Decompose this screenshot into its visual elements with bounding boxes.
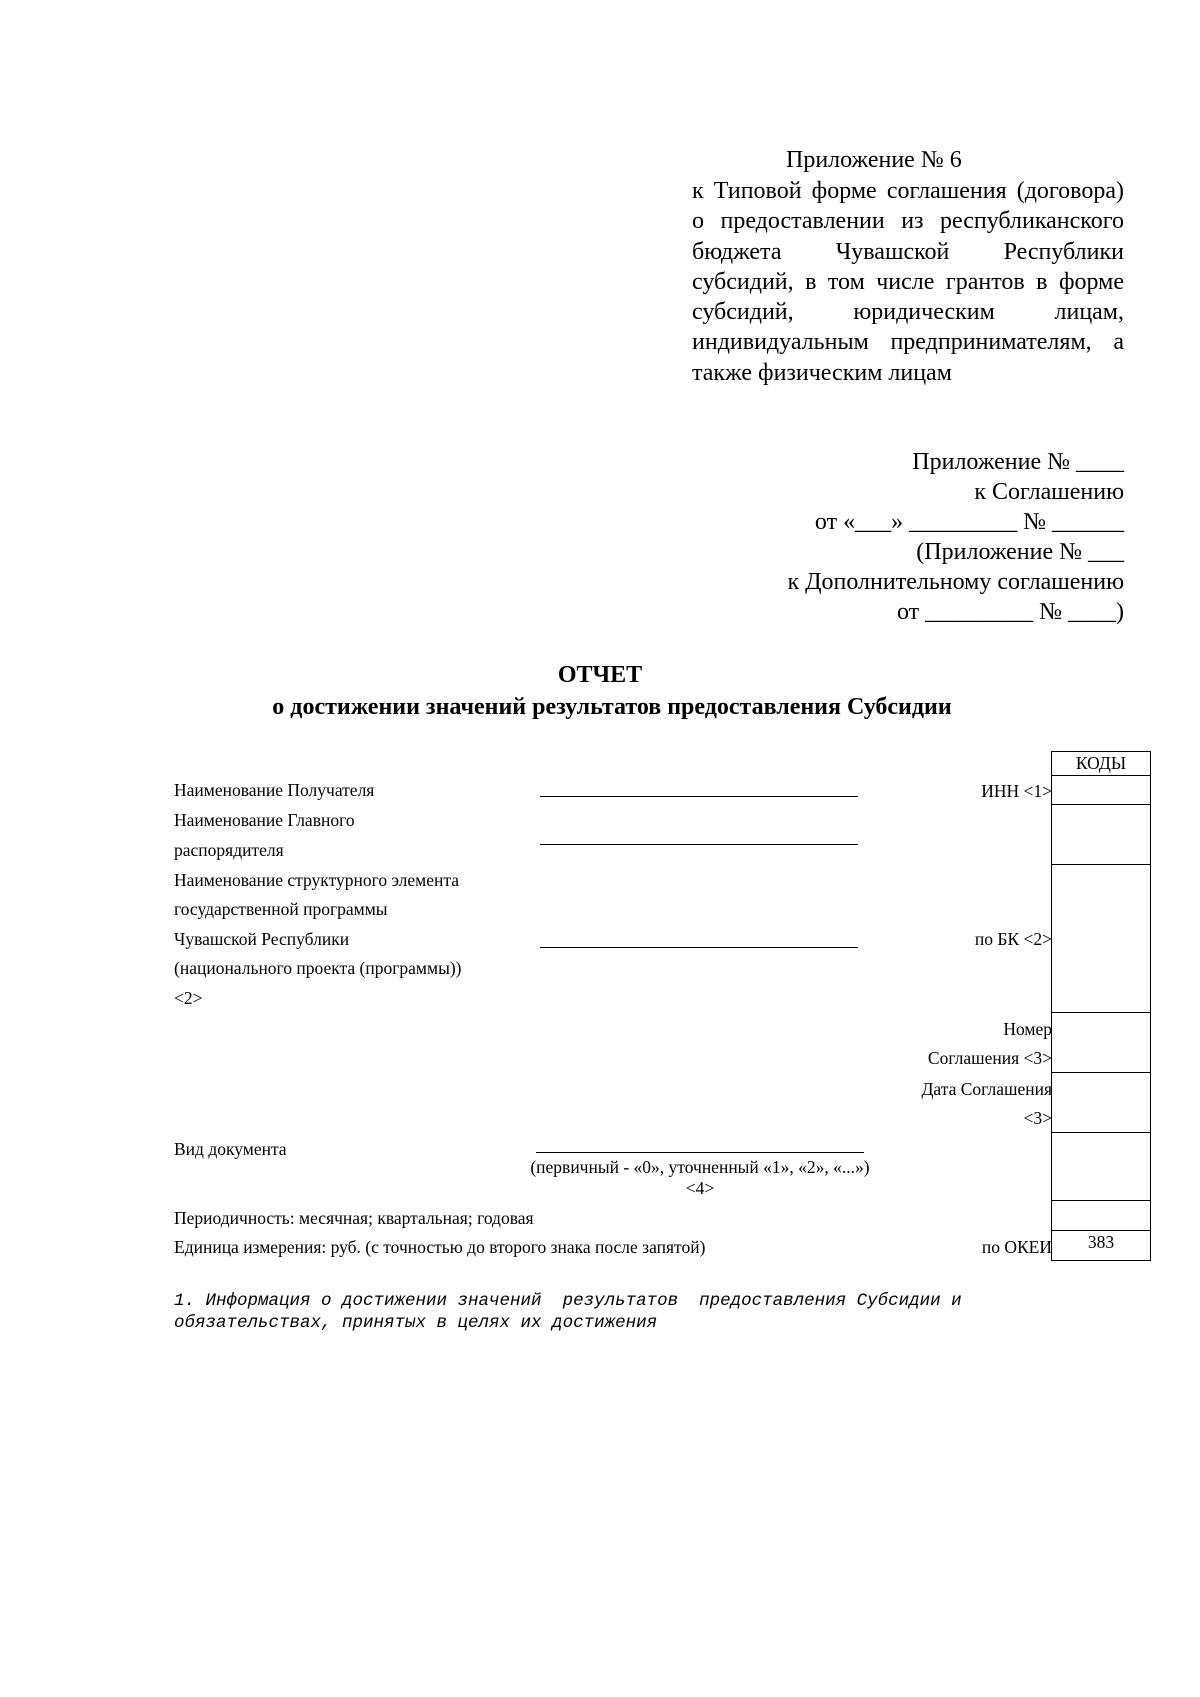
struct-element-label-3: Чувашской Республики (174, 929, 350, 949)
agreement-reference: к Соглашению (974, 479, 1124, 505)
agreement-date-label: Дата Соглашения (921, 1079, 1052, 1099)
doc-type-label: Вид документа (174, 1139, 287, 1159)
inn-code-cell[interactable] (1052, 776, 1151, 805)
doc-type-hint: (первичный - «0», уточненный «1», «2», «...») (530, 1157, 870, 1177)
codes-header: КОДЫ (1052, 752, 1151, 776)
recipient-label: Наименование Получателя (174, 780, 375, 800)
main-manager-field-line[interactable] (540, 844, 858, 845)
agreement-number-label: Номер (1003, 1019, 1052, 1039)
struct-element-label-5: <2> (174, 988, 203, 1008)
additional-agreement-date-number: от _________ № ____) (896, 599, 1124, 625)
inn-label: ИНН <1> (981, 781, 1052, 801)
struct-element-label-2: государственной программы (174, 899, 388, 919)
additional-agreement-reference: к Дополнительному соглашению (787, 569, 1124, 595)
appendix-text: к Типовой форме соглашения (договора) о предоставлении из республиканского бюджета Чувашской Республики субсидий, в том числе грантов в форме субсидий, юридическим лицам, индивидуальным предпринимателям, а также физическим лицам (692, 178, 1124, 386)
section1-heading-cont: обязательствах, принятых в целях их достижения (174, 1313, 658, 1333)
appendix-title: Приложение № 6 (786, 147, 962, 173)
main-manager-label-cont: распорядителя (174, 840, 284, 860)
okei-label: по ОКЕИ (981, 1237, 1052, 1257)
agreement-date-cell[interactable] (1052, 1073, 1151, 1133)
agreement-date-number: от «___» _________ № ______ (814, 509, 1124, 535)
doc-type-hint-ref: <4> (685, 1178, 715, 1198)
struct-element-field-line[interactable] (540, 947, 858, 948)
periodicity-label: Периодичность: месячная; квартальная; годовая (174, 1208, 534, 1228)
unit-label: Единица измерения: руб. (с точностью до второго знака после запятой) (174, 1237, 706, 1257)
bk-label: по БК <2> (974, 929, 1052, 949)
struct-element-label: Наименование структурного элемента (174, 870, 459, 890)
agreement-date-label-2: <3> (1023, 1108, 1052, 1128)
codes-table (1051, 751, 1151, 1261)
bk-code-cell[interactable] (1052, 865, 1151, 1013)
doc-type-field-line[interactable] (536, 1152, 864, 1153)
report-subtitle: о достижении значений результатов предоставления Субсидии (272, 694, 952, 720)
additional-appendix-number: (Приложение № ___ (916, 539, 1124, 565)
agreement-number-cell[interactable] (1052, 1013, 1151, 1073)
periodicity-code-cell[interactable] (1052, 1201, 1151, 1231)
report-title: ОТЧЕТ (557, 662, 643, 688)
section1-heading: 1. Информация о достижении значений результатов предоставления Субсидии и (174, 1291, 962, 1311)
agreement-appendix-number: Приложение № ____ (912, 449, 1124, 475)
main-manager-code-cell[interactable] (1052, 805, 1151, 865)
struct-element-label-4: (национального проекта (программы)) (174, 958, 462, 978)
okei-code-cell: 383 (1052, 1231, 1151, 1261)
recipient-field-line[interactable] (540, 796, 858, 797)
agreement-number-label-2: Соглашения <3> (927, 1048, 1052, 1068)
doc-type-code-cell[interactable] (1052, 1133, 1151, 1201)
main-manager-label: Наименование Главного (174, 810, 355, 830)
